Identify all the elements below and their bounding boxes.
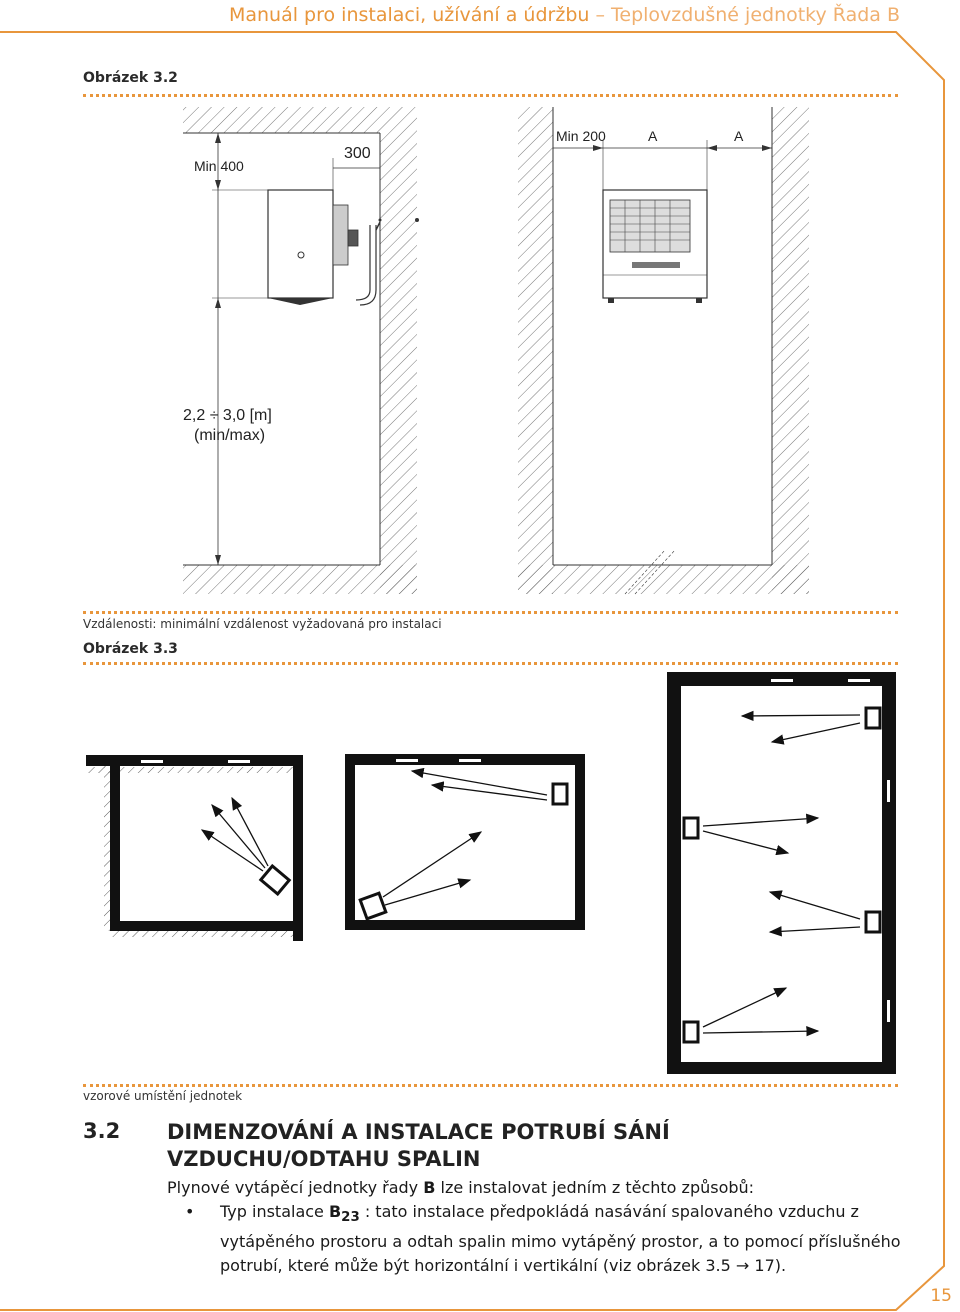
intro-suffix: lze instalovat jedním z těchto způsobů: xyxy=(435,1178,755,1197)
figure-3-2-title: Obrázek 3.2 xyxy=(83,70,178,86)
header-separator: – xyxy=(595,4,605,26)
label-min-200: Min 200 xyxy=(556,128,606,144)
room-layout-2 xyxy=(345,754,585,930)
label-height-range: 2,2 ÷ 3,0 [m] xyxy=(183,407,272,424)
header-subtitle: Teplovzdušné jednotky Řada B xyxy=(611,4,900,26)
bullet-subscript: 23 xyxy=(341,1210,360,1226)
bullet-text: : tato instalace předpokládá nasávání spalovaného vzduchu z vytápěného prostoru a odtah spalin mimo vytápěný prostor, a to pomocí příslušného potrubí, které může být horizontální i vertikální (viz obrázek 3.5 xyxy=(220,1202,901,1276)
bullet-prefix: Typ instalace xyxy=(220,1202,329,1221)
page-number: 15 xyxy=(930,1286,952,1306)
header-title: Manuál pro instalaci, užívání a údržbu xyxy=(228,4,590,26)
label-height-note: (min/max) xyxy=(194,427,266,444)
dotted-divider-fig3-bottom xyxy=(83,1084,898,1087)
label-300: 300 xyxy=(344,145,371,162)
bullet-end: 17). xyxy=(749,1256,787,1276)
room-layout-1 xyxy=(86,755,303,941)
figure-3-3-caption: vzorové umístění jednotek xyxy=(83,1089,243,1103)
intro-bold: B xyxy=(423,1178,436,1197)
bullet-bold: B xyxy=(328,1202,342,1221)
figure-3-2-caption: Vzdálenosti: minimální vzdálenost vyžadovaná pro instalaci xyxy=(83,617,442,631)
section-body xyxy=(167,1176,907,1278)
label-a-left: A xyxy=(648,128,658,144)
bullet-item-b23 xyxy=(167,1200,907,1278)
label-a-right: A xyxy=(734,128,744,144)
label-min-400: Min 400 xyxy=(194,158,244,174)
figure-3-3-title: Obrázek 3.3 xyxy=(83,641,178,657)
arrow-icon: → xyxy=(735,1256,750,1276)
section-title: DIMENZOVÁNÍ A INSTALACE POTRUBÍ SÁNÍ VZDUCHU/ODTAHU SPALIN xyxy=(167,1120,670,1171)
bullet-icon: • xyxy=(185,1202,195,1221)
room-layout-3 xyxy=(667,672,896,1074)
section-number: 3.2 xyxy=(83,1119,121,1143)
intro-paragraph xyxy=(167,1176,907,1200)
intro-prefix: Plynové vytápěcí jednotky řady xyxy=(167,1178,424,1197)
